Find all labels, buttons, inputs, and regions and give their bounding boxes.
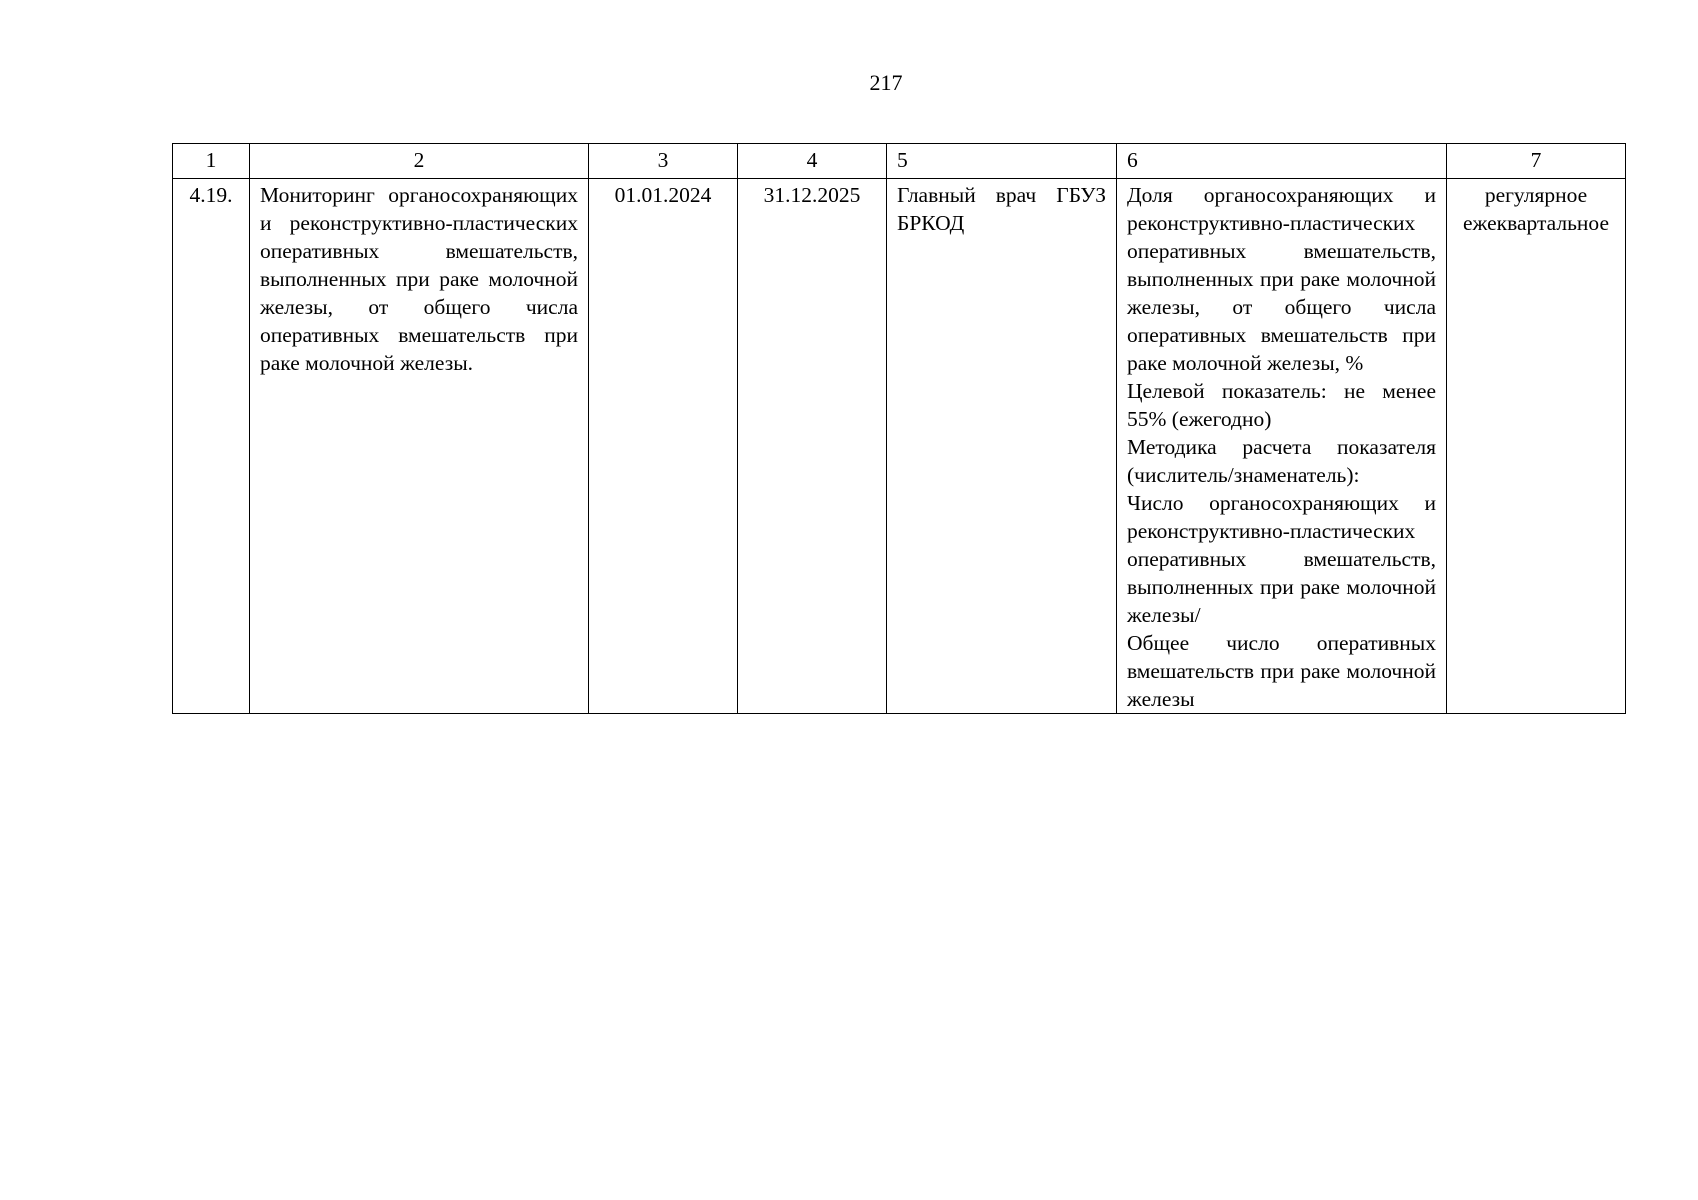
- indicator-denominator: Общее число оперативных вмешательств при раке молочной железы: [1127, 631, 1436, 711]
- plan-table: [172, 143, 1626, 714]
- header-cell-7: 7: [1447, 144, 1626, 179]
- indicator-cell: [1117, 179, 1447, 714]
- indicator-target: Целевой показатель: не менее 55% (ежегодно): [1127, 379, 1436, 431]
- table-header-row: [173, 144, 1626, 179]
- header-cell-4: 4: [738, 144, 887, 179]
- event-description: Мониторинг органосохраняющих и реконструктивно-пластических оперативных вмешательств, выполненных при раке молочной железы, от общего числа оперативных вмешательств при раке молочной железы.: [250, 179, 589, 714]
- header-cell-5: 5: [887, 144, 1117, 179]
- row-number: 4.19.: [173, 179, 250, 714]
- periodicity: регулярное ежеквартальное: [1447, 179, 1626, 714]
- indicator-numerator: Число органосохраняющих и реконструктивно-пластических оперативных вмешательств, выполненных при раке молочной железы/: [1127, 491, 1436, 627]
- start-date: 01.01.2024: [589, 179, 738, 714]
- header-cell-1: 1: [173, 144, 250, 179]
- responsible-person: Главный врач ГБУЗ БРКОД: [887, 179, 1117, 714]
- header-cell-2: 2: [250, 144, 589, 179]
- indicator-method-title: Методика расчета показателя (числитель/знаменатель):: [1127, 435, 1436, 487]
- indicator-name: Доля органосохраняющих и реконструктивно-пластических оперативных вмешательств, выполненных при раке молочной железы, от общего числа оперативных вмешательств при раке молочной железы, %: [1127, 183, 1436, 375]
- page-number: 217: [869, 70, 903, 95]
- header-cell-3: 3: [589, 144, 738, 179]
- header-cell-6: 6: [1117, 144, 1447, 179]
- table-row: [173, 179, 1626, 714]
- end-date: 31.12.2025: [738, 179, 887, 714]
